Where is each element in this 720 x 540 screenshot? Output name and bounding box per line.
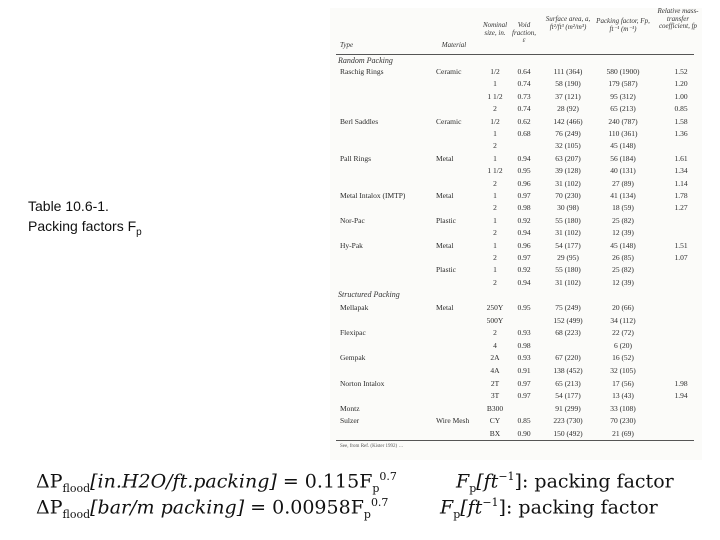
cell-material: Metal bbox=[436, 153, 454, 163]
cell-area: 29 (95) bbox=[557, 253, 579, 262]
caption-text: Packing factors F bbox=[28, 218, 137, 234]
cell-pf: 179 (587) bbox=[608, 79, 638, 89]
cell-area: 31 (102) bbox=[555, 228, 581, 238]
footer-rule bbox=[336, 440, 694, 441]
cell-type: Pall Rings bbox=[340, 153, 372, 163]
eq2-rhs-sup: 0.7 bbox=[370, 496, 389, 509]
eq2-def-unit: [ft bbox=[460, 496, 483, 519]
eq1-rhs: = 0.115F bbox=[276, 470, 373, 493]
cell-rel: 1.61 bbox=[674, 153, 688, 163]
cell-void: 0.94 bbox=[517, 228, 531, 238]
eq1-def-sup: −1 bbox=[498, 470, 515, 483]
cell-area: 31 (102) bbox=[555, 178, 581, 188]
cell-size: 2 bbox=[493, 178, 497, 188]
scanned-table bbox=[330, 8, 702, 460]
cell-void: 0.93 bbox=[517, 353, 531, 363]
cell-area: 138 (452) bbox=[553, 366, 583, 375]
table-row bbox=[330, 390, 702, 401]
eq2-def-sup: −1 bbox=[482, 496, 499, 509]
cell-void: 0.96 bbox=[517, 240, 531, 250]
cell-type: Norton Intalox bbox=[340, 378, 385, 388]
cell-pf: 20 (66) bbox=[612, 303, 634, 312]
cell-size: 1/2 bbox=[490, 116, 500, 126]
cell-rel: 1.07 bbox=[674, 253, 688, 262]
cell-void: 0.92 bbox=[517, 265, 531, 275]
cell-area: 63 (207) bbox=[555, 153, 581, 163]
table-row bbox=[330, 365, 702, 376]
table-row bbox=[330, 378, 702, 389]
cell-void: 0.97 bbox=[517, 253, 531, 262]
table-row bbox=[330, 140, 702, 151]
cell-rel: 1.94 bbox=[674, 391, 688, 401]
table-row bbox=[330, 78, 702, 89]
cell-size: 1 bbox=[493, 215, 497, 225]
cell-material: Ceramic bbox=[436, 116, 462, 126]
cell-area: 39 (128) bbox=[555, 166, 581, 176]
cell-rel: 1.52 bbox=[674, 67, 688, 76]
cell-void: 0.68 bbox=[517, 129, 531, 138]
eq1-unit: [in.H2O/ft.packing] bbox=[90, 470, 277, 493]
cell-area: 111 (364) bbox=[553, 67, 583, 76]
cell-size: 2 bbox=[493, 253, 497, 262]
cell-material: Ceramic bbox=[436, 67, 462, 76]
equation-2 bbox=[36, 496, 658, 522]
table-row bbox=[330, 352, 702, 363]
cell-pf: 18 (59) bbox=[612, 203, 634, 213]
cell-pf: 25 (82) bbox=[612, 265, 634, 275]
header-relative: Relative mass-transfer coefficient, fp bbox=[657, 8, 699, 30]
cell-type: Gempak bbox=[340, 353, 366, 363]
table-footnote: See, from Ref. (Kister 1992) … bbox=[340, 444, 404, 449]
cell-void: 0.93 bbox=[517, 328, 531, 338]
header-material: Material bbox=[441, 41, 467, 49]
eq1-def-label: ]: packing factor bbox=[514, 470, 674, 493]
header-type: Type bbox=[340, 41, 354, 49]
cell-pf: 21 (69) bbox=[612, 429, 634, 438]
cell-area: 76 (249) bbox=[555, 129, 581, 138]
cell-rel: 1.14 bbox=[674, 178, 688, 188]
section-random: Random Packing bbox=[338, 56, 393, 65]
cell-size: 2 bbox=[493, 203, 497, 213]
cell-type: Metal Intalox (IMTP) bbox=[340, 191, 406, 200]
figure-caption bbox=[28, 196, 142, 243]
cell-area: 37 (121) bbox=[555, 91, 581, 101]
cell-area: 31 (102) bbox=[555, 277, 581, 287]
cell-rel: 1.98 bbox=[674, 378, 688, 388]
cell-pf: 34 (112) bbox=[610, 315, 636, 325]
cell-void: 0.98 bbox=[517, 340, 531, 350]
cell-void: 0.94 bbox=[517, 277, 531, 287]
cell-void: 0.90 bbox=[517, 429, 531, 438]
cell-pf: 32 (105) bbox=[610, 366, 636, 375]
cell-pf: 22 (72) bbox=[612, 328, 634, 338]
cell-area: 58 (190) bbox=[555, 79, 581, 89]
table-row bbox=[330, 91, 702, 102]
header-rule bbox=[336, 54, 694, 55]
table-row bbox=[330, 302, 702, 313]
cell-pf: 12 (39) bbox=[612, 277, 634, 287]
cell-size: 2 bbox=[493, 104, 497, 114]
cell-void: 0.91 bbox=[517, 366, 531, 375]
table-row bbox=[330, 190, 702, 201]
cell-rel: 1.78 bbox=[674, 191, 688, 200]
cell-material: Metal bbox=[436, 303, 454, 312]
cell-area: 152 (499) bbox=[553, 315, 583, 325]
table-row bbox=[330, 165, 702, 176]
cell-pf: 13 (43) bbox=[612, 391, 634, 401]
cell-size: 3T bbox=[490, 391, 500, 401]
eq2-def-var: F bbox=[440, 496, 454, 519]
section-structured: Structured Packing bbox=[338, 290, 400, 299]
table-row bbox=[330, 252, 702, 263]
eq1-def-sub: p bbox=[469, 482, 477, 496]
cell-size: 1 1/2 bbox=[487, 166, 503, 176]
cell-size: BX bbox=[489, 429, 501, 438]
table-row bbox=[330, 415, 702, 426]
cell-area: 91 (299) bbox=[555, 403, 581, 413]
cell-size: B300 bbox=[486, 403, 504, 413]
cell-size: 1 bbox=[493, 79, 497, 89]
table-row bbox=[330, 264, 702, 275]
cell-size: 4 bbox=[493, 340, 497, 350]
cell-pf: 41 (134) bbox=[610, 191, 636, 200]
table-row bbox=[330, 428, 702, 439]
caption-subscript: p bbox=[136, 226, 142, 238]
cell-type: Mellapak bbox=[340, 303, 369, 312]
cell-rel: 1.51 bbox=[674, 240, 688, 250]
caption-line-2 bbox=[28, 216, 142, 243]
eq2-lhs: ΔP bbox=[36, 496, 63, 519]
cell-area: 55 (180) bbox=[555, 265, 581, 275]
cell-pf: 25 (82) bbox=[612, 215, 634, 225]
cell-void: 0.95 bbox=[517, 166, 531, 176]
eq2-lhs-sub: flood bbox=[62, 508, 91, 522]
table-row bbox=[330, 128, 702, 139]
cell-type: Montz bbox=[340, 403, 360, 413]
cell-pf: 12 (39) bbox=[612, 228, 634, 238]
cell-material: Wire Mesh bbox=[436, 416, 470, 426]
cell-size: 1 bbox=[493, 153, 497, 163]
eq2-definition bbox=[440, 496, 658, 521]
table-row bbox=[330, 315, 702, 326]
eq1-def-unit: [ft bbox=[476, 470, 499, 493]
table-row bbox=[330, 202, 702, 213]
cell-area: 54 (177) bbox=[555, 391, 581, 401]
eq2-def-sub: p bbox=[453, 508, 461, 522]
eq1-rhs-sub: p bbox=[372, 482, 380, 496]
cell-size: 2T bbox=[490, 378, 500, 388]
cell-size: CY bbox=[489, 416, 501, 426]
eq2-rhs-sub: p bbox=[363, 508, 371, 522]
cell-pf: 26 (85) bbox=[612, 253, 634, 262]
cell-area: 30 (98) bbox=[557, 203, 579, 213]
cell-type: Hy-Pak bbox=[340, 240, 363, 250]
cell-pf: 33 (108) bbox=[610, 403, 636, 413]
cell-type: Flexipac bbox=[340, 328, 366, 338]
cell-area: 223 (730) bbox=[553, 416, 583, 426]
cell-void: 0.97 bbox=[517, 191, 531, 200]
cell-void: 0.74 bbox=[517, 104, 531, 114]
cell-material: Plastic bbox=[436, 265, 456, 275]
table-row bbox=[330, 340, 702, 351]
cell-area: 150 (492) bbox=[553, 429, 583, 438]
cell-material: Metal bbox=[436, 191, 454, 200]
header-packing-factor: Packing factor, Fp, ft⁻¹ (m⁻¹) bbox=[596, 17, 650, 33]
equation-1 bbox=[36, 470, 674, 496]
cell-void: 0.94 bbox=[517, 153, 531, 163]
cell-void: 0.74 bbox=[517, 79, 531, 89]
cell-pf: 65 (213) bbox=[610, 104, 636, 114]
cell-size: 250Y bbox=[486, 303, 504, 312]
cell-pf: 45 (148) bbox=[610, 141, 636, 151]
cell-area: 75 (249) bbox=[555, 303, 581, 312]
cell-void: 0.97 bbox=[517, 391, 531, 401]
cell-size: 2 bbox=[493, 328, 497, 338]
header-size: Nominal size, in. bbox=[482, 21, 508, 37]
cell-area: 54 (177) bbox=[555, 240, 581, 250]
cell-pf: 95 (312) bbox=[610, 91, 636, 101]
eq1-definition bbox=[456, 470, 674, 495]
cell-pf: 6 (20) bbox=[613, 340, 633, 350]
cell-size: 1 bbox=[493, 240, 497, 250]
cell-size: 4A bbox=[490, 366, 500, 375]
table-row bbox=[330, 215, 702, 226]
cell-size: 1 1/2 bbox=[487, 91, 503, 101]
caption-line-1: Table 10.6-1. bbox=[28, 198, 109, 214]
cell-pf: 17 (56) bbox=[612, 378, 634, 388]
cell-pf: 45 (148) bbox=[610, 240, 636, 250]
cell-pf: 240 (787) bbox=[608, 116, 638, 126]
table-row bbox=[330, 240, 702, 251]
cell-size: 1 bbox=[493, 129, 497, 138]
table-row bbox=[330, 178, 702, 189]
cell-rel: 1.27 bbox=[674, 203, 688, 213]
cell-size: 1 bbox=[493, 265, 497, 275]
table-row bbox=[330, 103, 702, 114]
eq1-lhs: ΔP bbox=[36, 470, 63, 493]
cell-size: 2 bbox=[493, 277, 497, 287]
cell-area: 32 (105) bbox=[555, 141, 581, 151]
cell-material: Plastic bbox=[436, 215, 456, 225]
table-row bbox=[330, 327, 702, 338]
cell-void: 0.73 bbox=[517, 91, 531, 101]
table-row bbox=[330, 277, 702, 288]
cell-pf: 40 (131) bbox=[610, 166, 636, 176]
eq1-lhs-sub: flood bbox=[62, 482, 91, 496]
cell-void: 0.85 bbox=[517, 416, 531, 426]
cell-size: 2A bbox=[490, 353, 500, 363]
eq1-rhs-sup: 0.7 bbox=[379, 470, 397, 483]
cell-rel: 1.34 bbox=[674, 166, 688, 176]
eq2-unit: [bar/m packing] bbox=[90, 496, 245, 519]
table-row bbox=[330, 66, 702, 77]
cell-area: 142 (466) bbox=[553, 116, 583, 126]
cell-rel: 0.85 bbox=[674, 104, 688, 114]
cell-rel: 1.36 bbox=[674, 129, 688, 138]
cell-material: Metal bbox=[436, 240, 454, 250]
cell-area: 67 (220) bbox=[555, 353, 581, 363]
cell-void: 0.98 bbox=[517, 203, 531, 213]
cell-size: 1/2 bbox=[490, 67, 500, 76]
cell-size: 2 bbox=[493, 141, 497, 151]
table-row bbox=[330, 403, 702, 414]
table-row bbox=[330, 227, 702, 238]
cell-size: 500Y bbox=[486, 315, 504, 325]
cell-pf: 16 (52) bbox=[612, 353, 634, 363]
cell-void: 0.96 bbox=[517, 178, 531, 188]
cell-pf: 580 (1900) bbox=[606, 67, 640, 76]
cell-type: Nor-Pac bbox=[340, 215, 365, 225]
cell-rel: 1.00 bbox=[674, 91, 688, 101]
table-row bbox=[330, 153, 702, 164]
cell-area: 55 (180) bbox=[555, 215, 581, 225]
cell-type: Sulzer bbox=[340, 416, 360, 426]
table-row bbox=[330, 116, 702, 127]
eq2-def-label: ]: packing factor bbox=[498, 496, 658, 519]
cell-area: 28 (92) bbox=[557, 104, 579, 114]
cell-area: 70 (230) bbox=[555, 191, 581, 200]
cell-type: Raschig Rings bbox=[340, 67, 384, 76]
cell-size: 2 bbox=[493, 228, 497, 238]
cell-void: 0.97 bbox=[517, 378, 531, 388]
cell-rel: 1.20 bbox=[674, 79, 688, 89]
cell-void: 0.92 bbox=[517, 215, 531, 225]
header-void: Void fraction, ε bbox=[512, 21, 536, 44]
cell-void: 0.64 bbox=[517, 67, 531, 76]
cell-rel: 1.58 bbox=[674, 116, 688, 126]
eq1-def-var: F bbox=[456, 470, 470, 493]
cell-void: 0.62 bbox=[517, 116, 531, 126]
cell-pf: 27 (89) bbox=[612, 178, 634, 188]
cell-type: Berl Saddles bbox=[340, 116, 379, 126]
eq2-rhs: = 0.00958F bbox=[244, 496, 364, 519]
header-area: Surface area, a, ft²/ft³ (m²/m³) bbox=[545, 15, 591, 31]
cell-area: 68 (223) bbox=[555, 328, 581, 338]
cell-pf: 56 (184) bbox=[610, 153, 636, 163]
cell-pf: 70 (230) bbox=[610, 416, 636, 426]
cell-pf: 110 (361) bbox=[608, 129, 638, 138]
cell-area: 65 (213) bbox=[555, 378, 581, 388]
cell-size: 1 bbox=[493, 191, 497, 200]
cell-void: 0.95 bbox=[517, 303, 531, 312]
